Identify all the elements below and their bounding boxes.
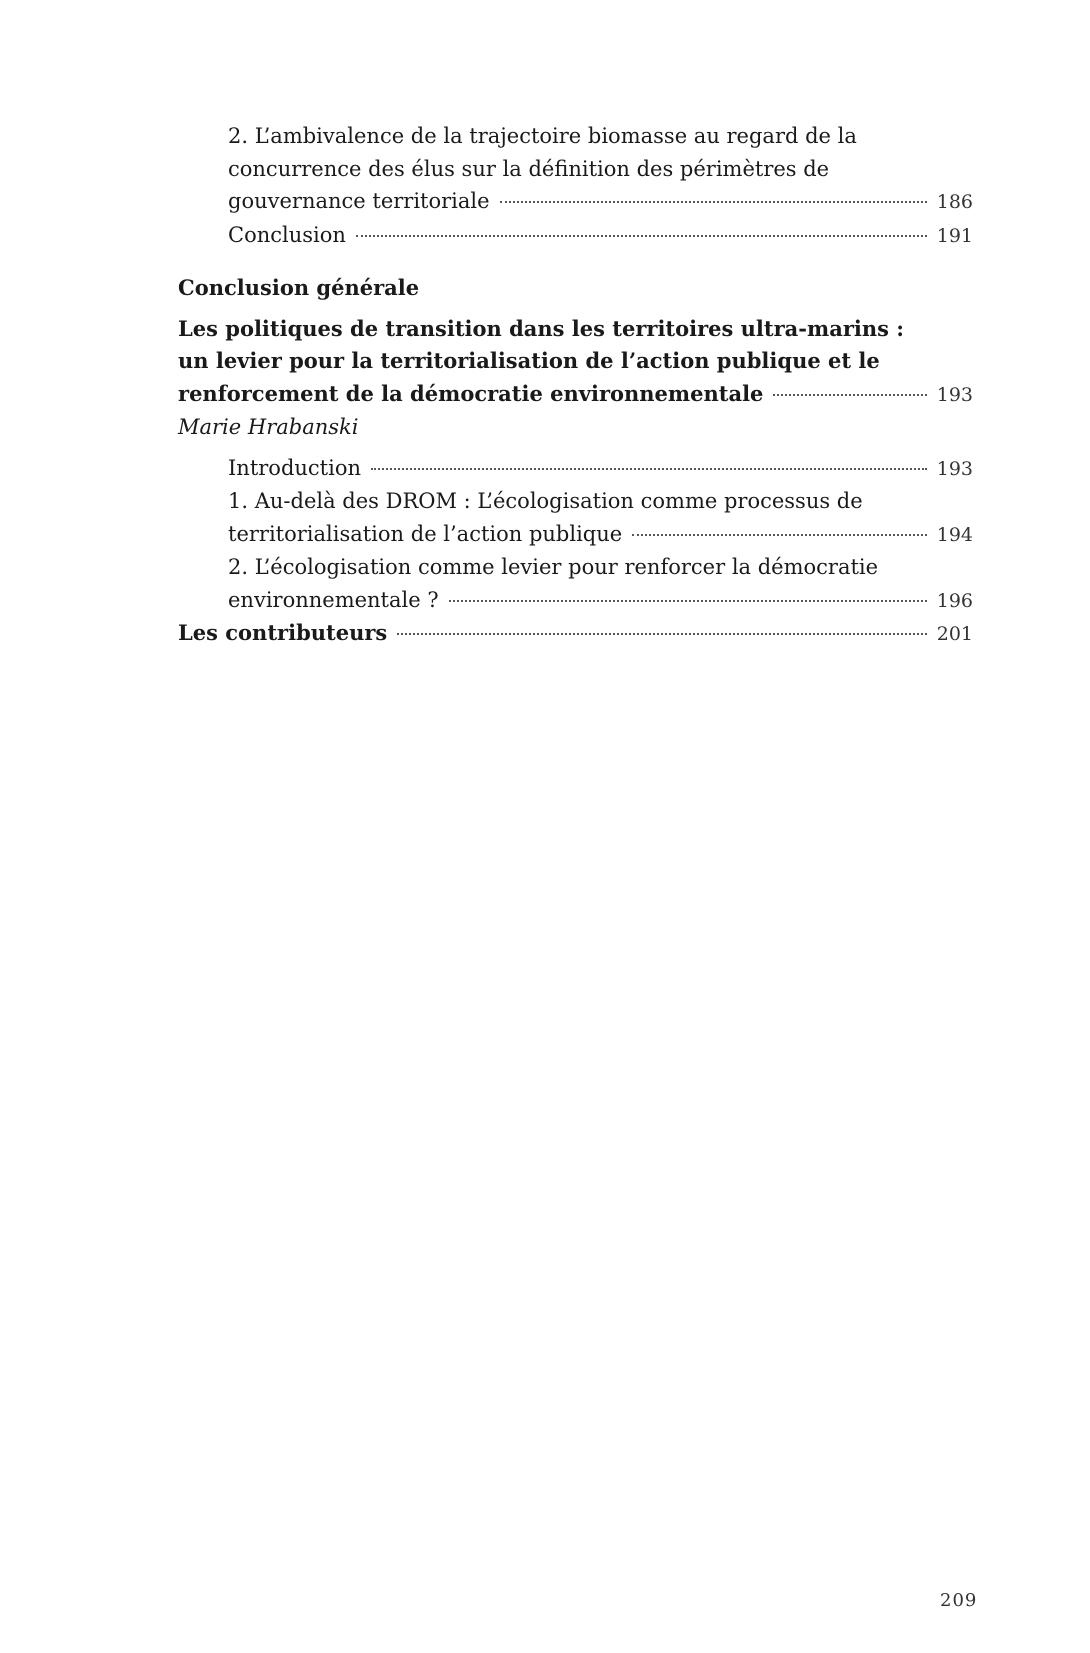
toc-line <box>178 378 973 412</box>
toc-entry-ecologisation <box>178 551 973 617</box>
table-of-contents <box>178 120 973 651</box>
toc-entry-biomasse <box>178 120 973 219</box>
toc-section-heading <box>178 272 973 305</box>
toc-entry-introduction <box>178 452 973 486</box>
toc-entry-text: concurrence des élus sur la définition des périmètres de <box>228 156 830 181</box>
toc-line <box>178 411 973 444</box>
toc-page-number: 191 <box>936 224 973 247</box>
toc-author <box>178 411 973 444</box>
toc-line <box>228 185 973 219</box>
toc-line <box>228 518 973 552</box>
toc-line <box>178 313 973 346</box>
toc-entry-text: territorialisation de l’action publique <box>228 521 623 546</box>
toc-line <box>228 485 973 518</box>
toc-line <box>228 120 973 153</box>
dot-leader <box>449 600 927 602</box>
toc-entry-text: 2. L’écologisation comme levier pour renforcer la démocratie <box>228 555 879 579</box>
page-number: 209 <box>940 1590 978 1611</box>
toc-entry-text: Conclusion <box>228 222 346 247</box>
toc-entry-conclusion <box>178 219 973 253</box>
toc-page-number: 193 <box>936 457 973 480</box>
author-name: Marie Hrabanski <box>178 415 359 439</box>
toc-entry-text: 2. L’ambivalence de la trajectoire biomasse au regard de la <box>228 124 857 148</box>
toc-page-number: 193 <box>936 383 973 406</box>
toc-line <box>228 551 973 584</box>
chapter-title-text: Les politiques de transition dans les territoires ultra-marins : <box>178 315 905 341</box>
section-heading-text: Conclusion générale <box>178 275 420 300</box>
toc-line <box>228 153 973 186</box>
toc-entry-text: Les contributeurs <box>178 620 388 645</box>
toc-line <box>228 219 973 253</box>
toc-line <box>228 452 973 486</box>
toc-entry-text: Introduction <box>228 455 361 480</box>
toc-entry-drom <box>178 485 973 551</box>
dot-leader <box>397 633 927 635</box>
chapter-title-text: renforcement de la démocratie environnementale <box>178 380 764 406</box>
toc-page-number: 201 <box>936 623 973 645</box>
toc-line <box>228 584 973 618</box>
toc-line <box>178 345 973 378</box>
dot-leader <box>632 534 927 536</box>
toc-line <box>178 272 973 305</box>
toc-page-number: 196 <box>936 589 973 612</box>
toc-line <box>178 617 973 651</box>
toc-page-number: 194 <box>936 523 973 546</box>
toc-entry-chapter-title <box>178 313 973 412</box>
dot-leader <box>773 394 926 396</box>
dot-leader <box>500 201 927 203</box>
toc-entry-text: environnementale ? <box>228 587 439 612</box>
toc-entry-text: gouvernance territoriale <box>228 189 490 213</box>
dot-leader <box>356 235 927 237</box>
toc-page-number: 186 <box>936 191 973 213</box>
dot-leader <box>371 468 927 470</box>
toc-entry-contributeurs <box>178 617 973 651</box>
chapter-title-text: un levier pour la territorialisation de l’action publique et le <box>178 348 880 373</box>
toc-entry-text: 1. Au-delà des DROM : L’écologisation comme processus de <box>228 489 863 513</box>
